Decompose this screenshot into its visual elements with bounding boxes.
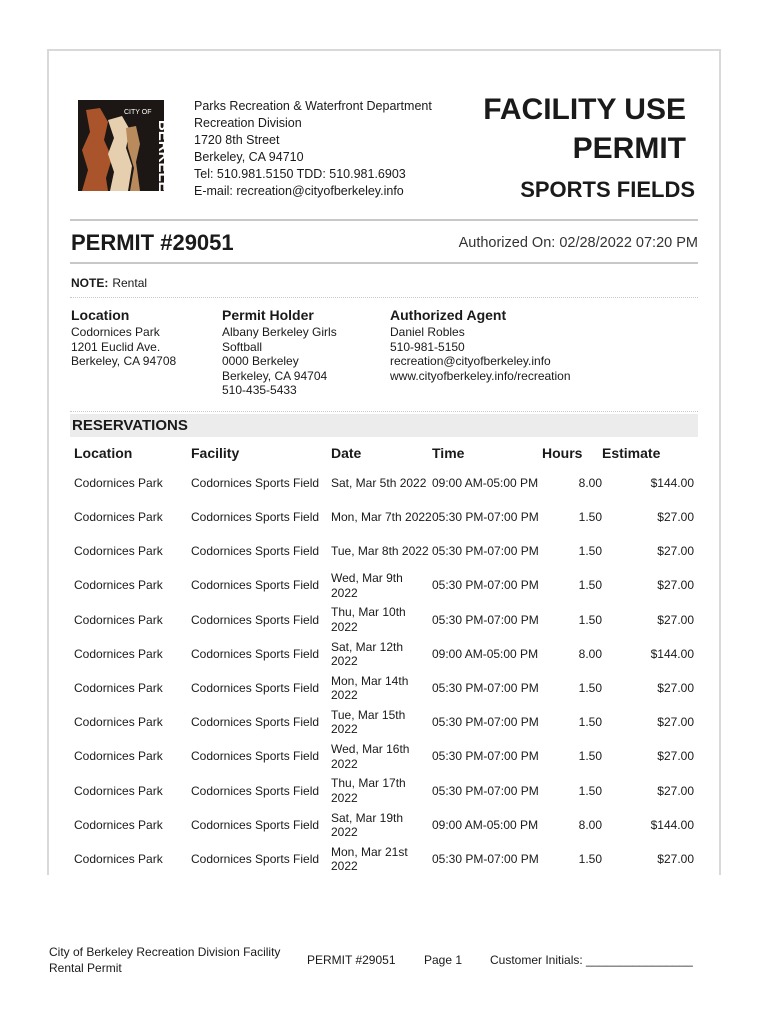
location-line: 1201 Euclid Ave. [71,339,161,354]
cell-estimate: $27.00 [657,851,694,866]
table-row [70,466,698,500]
cell-hours: 1.50 [578,544,602,559]
cell-estimate: $27.00 [657,578,694,593]
column-header-location: Location [74,445,133,461]
holder-line: Softball [222,339,263,354]
table-row [70,500,698,534]
cell-date: Sat, Mar 12th 2022 [331,639,404,669]
column-header-time: Time [432,445,465,461]
cell-location: Codornices Park [74,817,163,832]
cell-date: Wed, Mar 16th 2022 [331,742,410,771]
reservations-heading: RESERVATIONS [70,414,698,437]
table-row [70,842,698,876]
table-row [70,671,698,705]
title-line-1: FACILITY USE [483,93,686,126]
divider [70,219,698,221]
cell-estimate: $144.00 [650,817,694,832]
cell-date: Mon, Mar 21st 2022 [331,844,408,874]
cell-facility: Codornices Sports Field [191,681,320,696]
cell-date: Tue, Mar 15th 2022 [331,708,406,737]
location-heading: Location [71,307,130,323]
note-value: Rental [112,276,148,290]
svg-text:CITY OF: CITY OF [124,109,152,116]
column-header-facility: Facility [191,445,240,461]
cell-date: Sat, Mar 19th 2022 [331,810,404,839]
cell-location: Codornices Park [74,578,163,593]
footer-page-number: Page 1 [424,953,463,967]
table-row [70,603,698,637]
cell-hours: 1.50 [578,612,602,627]
holder-line: 0000 Berkeley [222,354,299,369]
cell-time: 05:30 PM-07:00 PM [432,715,539,730]
permit-holder-block [222,308,337,397]
cell-facility: Codornices Sports Field [191,544,320,559]
cell-location: Codornices Park [74,612,163,627]
cell-time: 09:00 AM-05:00 PM [432,817,539,832]
cell-time: 05:30 PM-07:00 PM [432,851,539,866]
table-header-row [70,440,698,466]
authorized-on: Authorized On: 02/28/2022 07:20 PM [458,235,698,251]
dept-line: Berkeley, CA 94710 [194,150,304,164]
cell-time: 05:30 PM-07:00 PM [432,749,539,764]
note-label: NOTE: [71,276,109,290]
table-row [70,637,698,671]
cell-facility: Codornices Sports Field [191,715,320,730]
cell-estimate: $27.00 [657,544,694,559]
footer-org-line: City of Berkeley Recreation Division Facility [49,945,281,959]
cell-estimate: $27.00 [657,749,694,764]
cell-estimate: $27.00 [657,681,694,696]
cell-time: 05:30 PM-07:00 PM [432,544,539,559]
table-row [70,534,698,568]
dept-line: 1720 8th Street [194,133,280,147]
agent-line: Daniel Robles [390,325,465,340]
cell-date: Sat, Mar 5th 2022 [331,475,427,490]
location-line: Berkeley, CA 94708 [71,354,177,369]
cell-date: Wed, Mar 9th 2022 [331,571,403,600]
svg-text:BERKELEY: BERKELEY [155,120,172,202]
cell-time: 09:00 AM-05:00 PM [432,475,539,490]
cell-location: Codornices Park [74,510,163,525]
customer-initials-field[interactable]: Customer Initials: ________________ [490,953,693,967]
dotted-divider [70,411,698,412]
table-row [70,774,698,808]
cell-facility: Codornices Sports Field [191,851,320,866]
cell-time: 05:30 PM-07:00 PM [432,783,539,798]
cell-facility: Codornices Sports Field [191,646,320,661]
reservations-table [70,440,698,876]
cell-hours: 1.50 [578,510,602,525]
cell-time: 05:30 PM-07:00 PM [432,612,539,627]
footer-organization [49,944,280,976]
cell-time: 05:30 PM-07:00 PM [432,510,539,525]
table-row [70,808,698,842]
cell-hours: 1.50 [578,578,602,593]
cell-estimate: $27.00 [657,510,694,525]
document-title [483,90,686,168]
footer-permit-number: PERMIT #29051 [307,953,396,967]
column-header-date: Date [331,445,362,461]
dept-line: Recreation Division [194,116,302,130]
cell-facility: Codornices Sports Field [191,578,320,593]
location-line: Codornices Park [71,325,160,340]
cell-date: Mon, Mar 14th 2022 [331,673,409,703]
dept-line: Tel: 510.981.5150 TDD: 510.981.6903 [194,167,406,181]
table-row [70,569,698,603]
cell-location: Codornices Park [74,475,163,490]
dept-line: Parks Recreation & Waterfront Department [194,99,432,113]
dotted-divider [70,297,698,298]
cell-estimate: $144.00 [650,646,694,661]
column-header-estimate: Estimate [602,445,661,461]
cell-hours: 8.00 [578,475,602,490]
table-row [70,740,698,774]
dept-line: E-mail: recreation@cityofberkeley.info [194,184,404,198]
table-row [70,705,698,739]
note [71,276,147,290]
cell-hours: 8.00 [578,646,602,661]
divider [70,262,698,264]
reservations-body [70,466,698,876]
cell-time: 09:00 AM-05:00 PM [432,646,539,661]
agent-website-link[interactable]: www.cityofberkeley.info/recreation [390,368,571,383]
cell-date: Thu, Mar 10th 2022 [331,605,406,634]
cell-location: Codornices Park [74,646,163,661]
department-address [194,98,432,200]
holder-line: Berkeley, CA 94704 [222,368,328,383]
cell-location: Codornices Park [74,783,163,798]
city-of-berkeley-logo [78,100,172,202]
title-line-2: PERMIT [572,132,686,165]
cell-time: 05:30 PM-07:00 PM [432,578,539,593]
cell-hours: 1.50 [578,851,602,866]
cell-date: Mon, Mar 7th 2022 [331,510,432,525]
agent-email-link[interactable]: recreation@cityofberkeley.info [390,354,551,369]
cell-location: Codornices Park [74,544,163,559]
cell-location: Codornices Park [74,681,163,696]
authorized-agent-heading: Authorized Agent [390,307,507,323]
cell-hours: 8.00 [578,817,602,832]
cell-hours: 1.50 [578,749,602,764]
permit-number: PERMIT #29051 [71,230,234,255]
cell-facility: Codornices Sports Field [191,749,320,764]
cell-facility: Codornices Sports Field [191,783,320,798]
cell-hours: 1.50 [578,681,602,696]
permit-holder-heading: Permit Holder [222,307,314,323]
cell-facility: Codornices Sports Field [191,510,320,525]
cell-date: Thu, Mar 17th 2022 [331,776,406,805]
holder-line: 510-435-5433 [222,383,297,398]
authorized-agent-block [390,308,571,383]
cell-location: Codornices Park [74,851,163,866]
cell-facility: Codornices Sports Field [191,475,320,490]
cell-location: Codornices Park [74,715,163,730]
document-subtitle: SPORTS FIELDS [520,177,695,202]
cell-estimate: $27.00 [657,715,694,730]
cell-date: Tue, Mar 8th 2022 [331,544,429,559]
holder-line: Albany Berkeley Girls [222,325,337,340]
cell-hours: 1.50 [578,783,602,798]
cell-estimate: $144.00 [650,475,694,490]
location-block [71,308,176,369]
cell-facility: Codornices Sports Field [191,612,320,627]
cell-estimate: $27.00 [657,612,694,627]
cell-hours: 1.50 [578,715,602,730]
footer-org-line: Rental Permit [49,961,122,975]
column-header-hours: Hours [542,445,583,461]
cell-facility: Codornices Sports Field [191,817,320,832]
cell-estimate: $27.00 [657,783,694,798]
agent-line: 510-981-5150 [390,339,465,354]
cell-location: Codornices Park [74,749,163,764]
cell-time: 05:30 PM-07:00 PM [432,681,539,696]
